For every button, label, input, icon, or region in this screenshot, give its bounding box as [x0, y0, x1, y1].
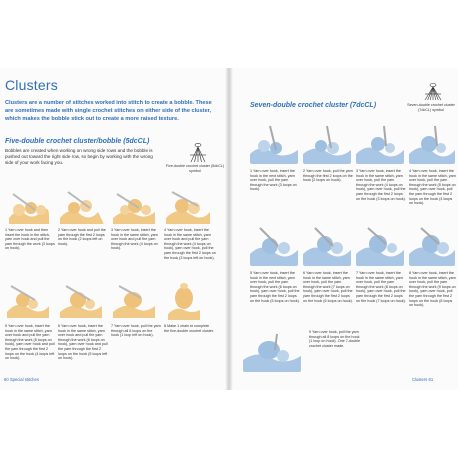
- step-caption-7dc-1: 1 Yarn over hook, insert the hook in the next stitch, yarn over hook, pull the yarn through the work (3 loops on hook).: [250, 169, 297, 192]
- cluster-symbol-icon: [423, 82, 443, 102]
- step-photo-7dc-1: [250, 124, 298, 164]
- step-caption-3: 3 Yarn over hook, insert the hook in the same stitch, yarn over hook and pull the yarn through the work (4 loops on hook).: [111, 228, 158, 251]
- step-photo-7dc-2: [303, 124, 351, 164]
- step-photo-7dc-5: [250, 226, 298, 266]
- page-title: Clusters: [5, 77, 58, 93]
- yarn-illustration-icon: [111, 282, 157, 318]
- symbol-caption-5dccl: Five-double crochet cluster (5dcCL) symbol: [165, 164, 225, 173]
- step-caption-8: 8 Make 1 chain to complete the five-double crochet cluster.: [164, 324, 215, 333]
- step-caption-7dc-5: 5 Yarn over hook, insert the hook in the next stitch, yarn over hook, pull the yarn through the work (6 loops on hook), yarn over hook, pull the yarn through the first 2 loops on the hook (5 loops on hook).: [250, 271, 300, 303]
- yarn-illustration-icon: [58, 188, 104, 224]
- step-caption-7dc-3: 3 Yarn over hook, insert the hook in the same stitch, yarn over hook, pull the yarn through the work (4 loops on hook), yarn over hook, pull the yarn through the first 2 loops on the hook (3 loops on hook).: [356, 169, 406, 201]
- yarn-illustration-icon: [250, 226, 298, 266]
- yarn-illustration-icon: [303, 124, 351, 164]
- right-page: [229, 68, 458, 390]
- step-caption-7dc-2: 2 Yarn over hook, pull the yarn through the first 2 loops on the hook (2 loops on hook).: [303, 169, 353, 183]
- yarn-illustration-icon: [356, 124, 404, 164]
- section-body-5dccl: Bobbles are created when working on wrong side rows and the bobble is pushed out toward the right side row, so begin by working with the wrong side of your work facing you.: [5, 148, 153, 166]
- section-title-7dccl: Seven-double crochet cluster (7dcCL): [250, 102, 377, 109]
- yarn-illustration-icon: [409, 124, 455, 164]
- step-photo-7dc-4: [409, 124, 455, 164]
- yarn-illustration-icon: [303, 226, 351, 266]
- step-photo-4: [164, 188, 212, 224]
- left-page: [0, 68, 229, 390]
- step-photo-5: [5, 282, 51, 318]
- left-page-footer: 60 Special stitches: [4, 377, 39, 382]
- step-photo-7: [111, 282, 157, 318]
- symbol-caption-7dccl: Seven-double crochet cluster (7dcCL) symbol: [407, 103, 455, 112]
- yarn-illustration-icon: [164, 188, 212, 224]
- yarn-illustration-icon: [5, 188, 51, 224]
- cluster-symbol-icon: [188, 142, 208, 164]
- step-caption-7dc-4: 4 Yarn over hook, insert the hook in the same stitch, yarn over hook, pull the yarn through the work (5 loops on hook), yarn over hook, pull the yarn through the first 2 loops on the hook (4 loops on hook).: [409, 169, 456, 206]
- step-caption-7: 7 Yarn over hook, pull the yarn through all 6 loops on the hook (1 loop left on hook).: [111, 324, 161, 338]
- section-title-5dccl: Five-double crochet cluster/bobble (5dcCL): [5, 138, 150, 145]
- step-caption-7dc-7: 7 Yarn over hook, insert the hook in the same stitch, yarn over hook, pull the yarn through the work (8 loops on hook), yarn over hook, pull the yarn through the first 2 loops on the hook (7 loops on hook).: [356, 271, 406, 303]
- step-photo-3: [111, 188, 157, 224]
- book-spread: [0, 68, 458, 390]
- yarn-illustration-icon: [58, 282, 104, 318]
- yarn-illustration-icon: [243, 332, 301, 372]
- step-caption-7dc-6: 6 Yarn over hook, insert the hook in the same stitch, yarn over hook, pull the yarn through the work (7 loops on hook), yarn over hook, pull the yarn through the first 2 loops on the hook (6 loops on hook).: [303, 271, 353, 303]
- step-caption-7dc-9: 9 Yarn over hook, pull the yarn through all 8 loops on the hook (1 loop on hook). One 7-double crochet cluster made.: [309, 330, 361, 348]
- step-photo-7dc-7: [356, 226, 404, 266]
- step-photo-6: [58, 282, 104, 318]
- step-photo-7dc-8: [409, 226, 455, 266]
- step-photo-8: [164, 276, 204, 320]
- step-caption-2: 2 Yarn over hook and pull the yarn through the first 2 loops on the hook (2 loops left on hook).: [58, 228, 106, 246]
- step-caption-1: 1 Yarn over hook and then insert the hook in the stitch, yarn over hook and pull the yarn through the work (3 loops on hook).: [5, 228, 55, 251]
- step-photo-2: [58, 188, 104, 224]
- step-photo-1: [5, 188, 51, 224]
- step-photo-7dc-3: [356, 124, 404, 164]
- step-photo-7dc-6: [303, 226, 351, 266]
- step-caption-7dc-8: 8 Yarn over hook, insert the hook in the same stitch, yarn over hook, pull the yarn through the work (9 loops on hook), yarn over hook, pull the yarn through the first 2 loops on the hook (8 loops on hook).: [409, 271, 456, 308]
- yarn-illustration-icon: [409, 226, 455, 266]
- yarn-illustration-icon: [250, 124, 298, 164]
- yarn-illustration-icon: [356, 226, 404, 266]
- step-caption-5: 5 Yarn over hook, insert the hook in the same stitch, yarn over hook and pull the yarn through the work (5 loops on hook), yarn over hook and pull the yarn through the first 2 loops on the hook (4 loops left on hook).: [5, 324, 55, 361]
- yarn-illustration-icon: [5, 282, 51, 318]
- yarn-illustration-icon: [164, 276, 204, 320]
- step-caption-4: 4 Yarn over hook, insert the hook in the same stitch, yarn over hook and pull the yarn through the work (4 loops on hook), yarn over hook, pull the yarn through the first 2 loops on the hook (3 loops left on hook).: [164, 228, 216, 260]
- right-page-footer: Clusters 61: [412, 377, 434, 382]
- intro-text: Clusters are a number of stitches worked into stitch to create a bobble. These are sometimes made with single crochet stitches on either side of the cluster, which makes the bobble stick out to create a more raised texture.: [5, 100, 212, 123]
- yarn-illustration-icon: [111, 188, 157, 224]
- step-caption-6: 6 Yarn over hook, insert the hook in the same stitch, yarn over hook and pull the yarn through the work (6 loops on hook), yarn over hook and pull the yarn through the first 2 loops on the hook (5 loops left on hook).: [58, 324, 108, 361]
- step-photo-7dc-9: [243, 332, 301, 372]
